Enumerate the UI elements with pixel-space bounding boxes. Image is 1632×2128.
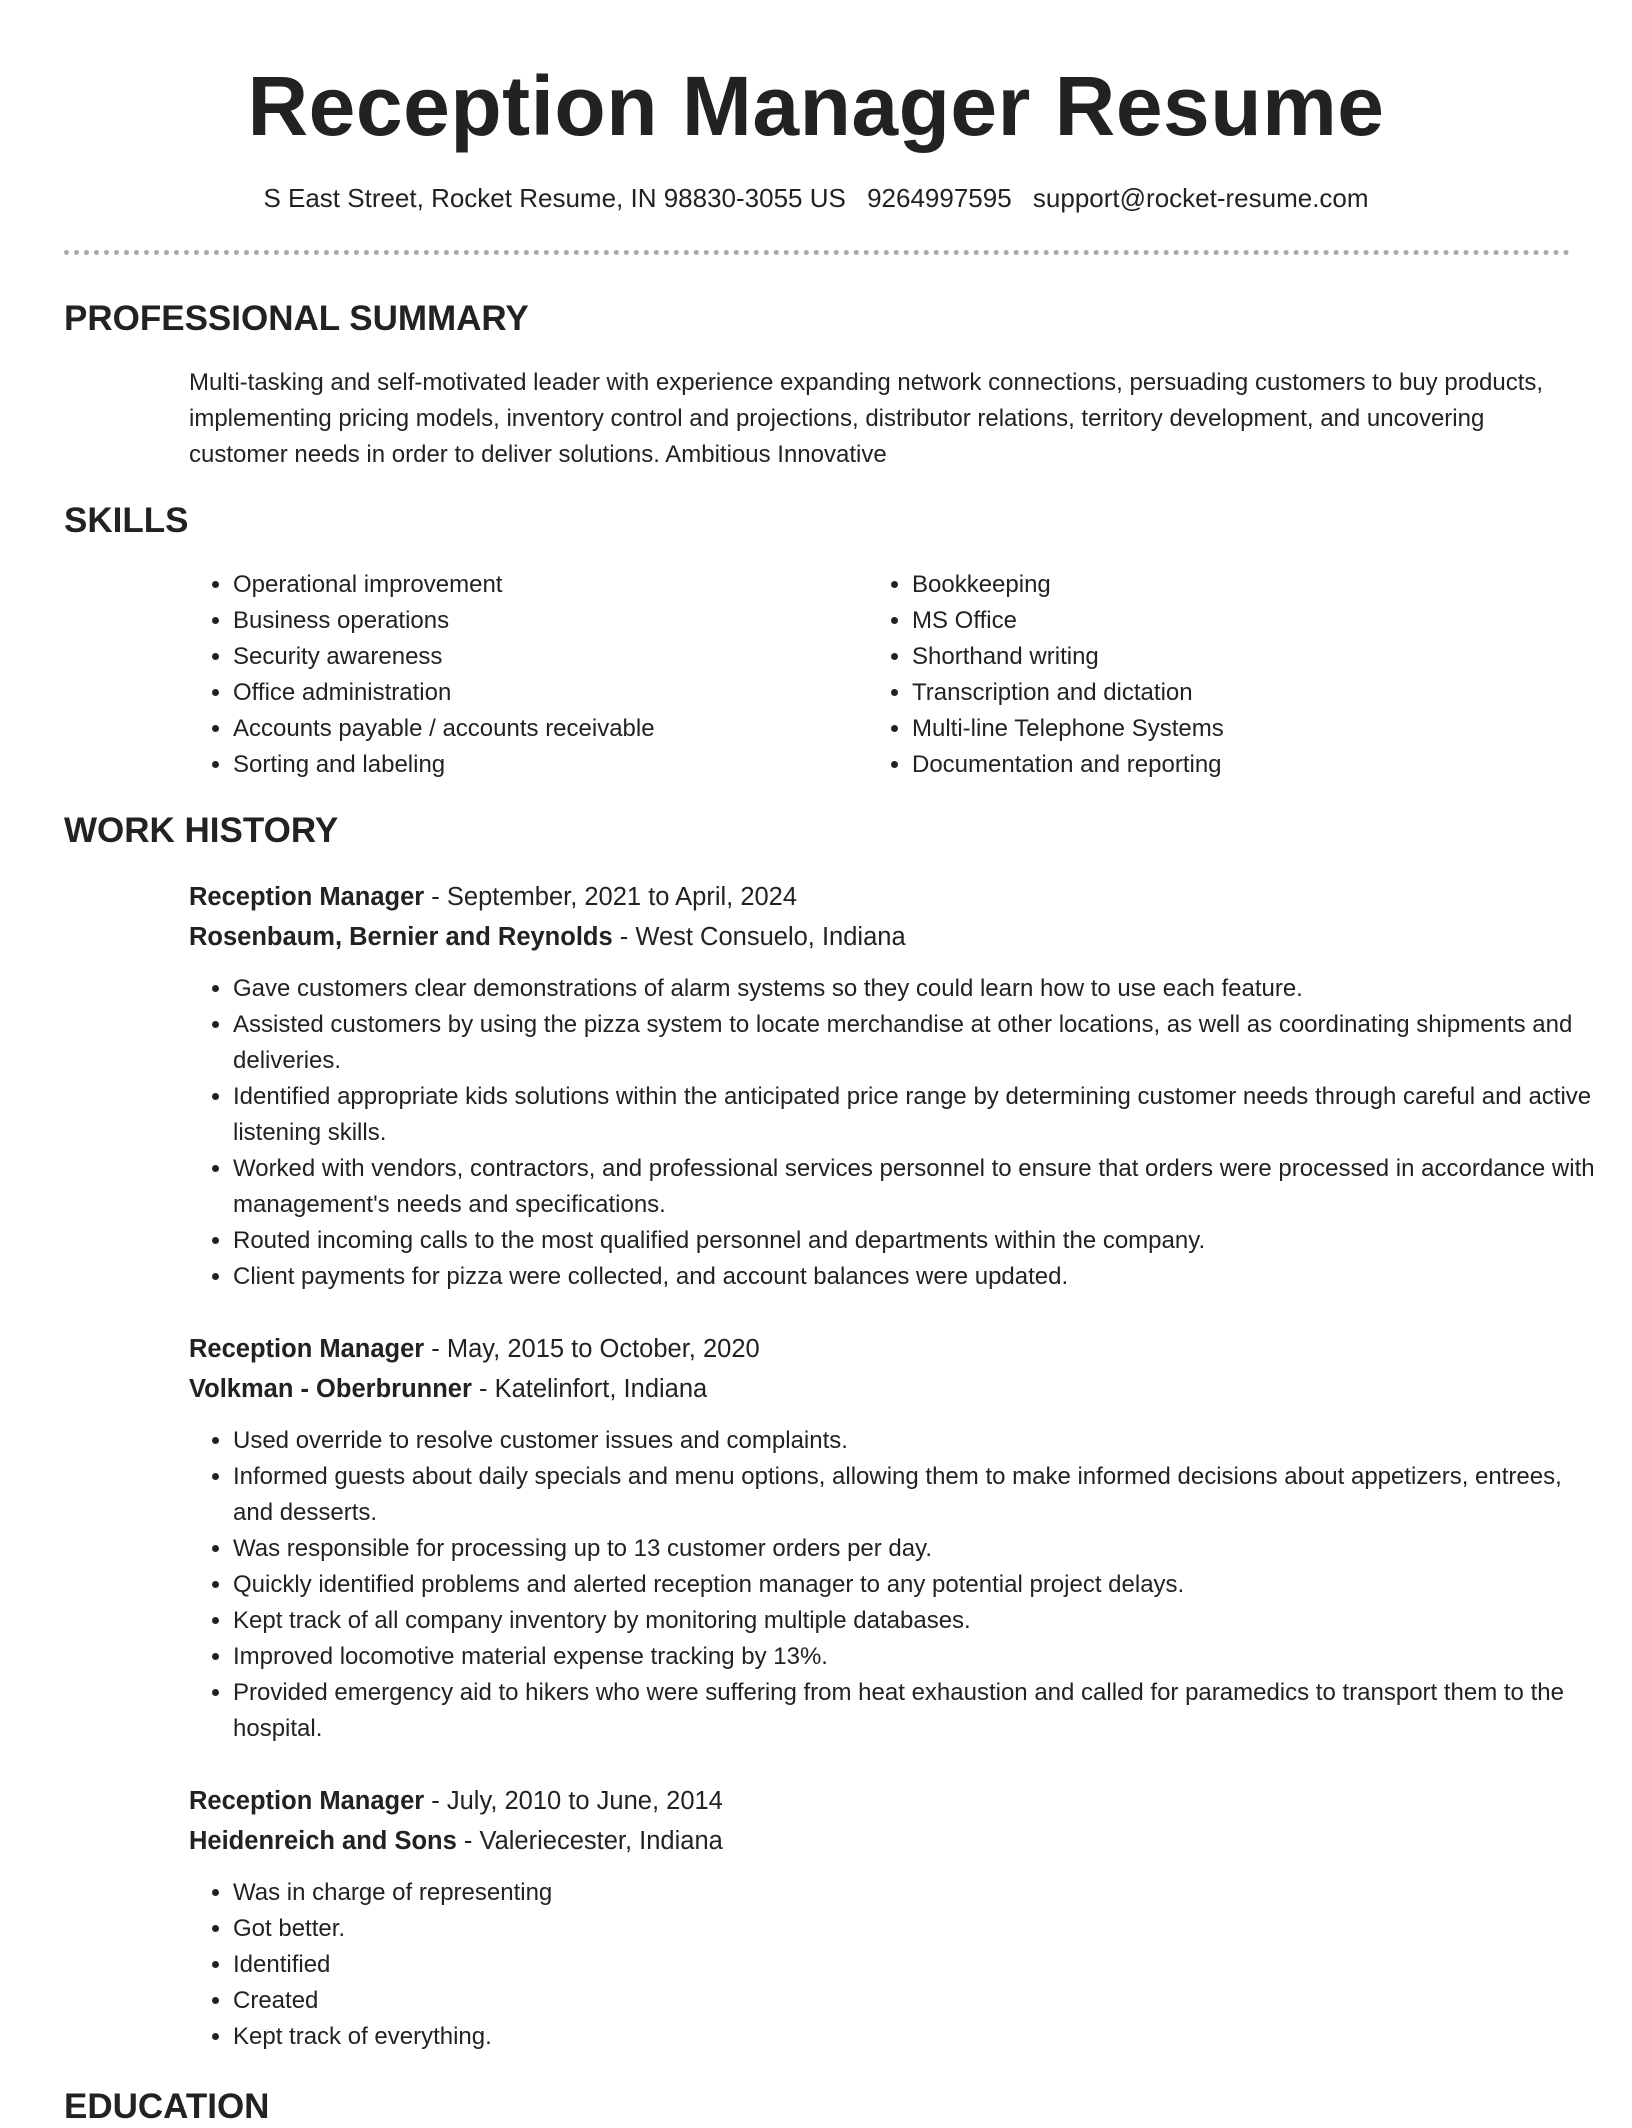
job-company: Heidenreich and Sons xyxy=(189,1827,457,1855)
skill-item: • Office administration xyxy=(233,675,853,711)
job-company: Volkman - Oberbrunner xyxy=(189,1375,472,1403)
job-bullet: • Quickly identified problems and alerted reception manager to any potential project delays. xyxy=(233,1567,1603,1603)
skill-item: • Documentation and reporting xyxy=(912,747,1532,783)
job-bullet: • Routed incoming calls to the most qualified personnel and departments within the company. xyxy=(233,1223,1603,1259)
job-bullet: • Identified appropriate kids solutions within the anticipated price range by determining customer needs through careful and active listening skills. xyxy=(233,1079,1603,1151)
job-bullet: • Used override to resolve customer issues and complaints. xyxy=(233,1423,1603,1459)
job-company-line xyxy=(189,1371,707,1407)
skill-item: • Multi-line Telephone Systems xyxy=(912,711,1532,747)
resume-title: Reception Manager Resume xyxy=(247,59,1385,153)
skill-item: • Business operations xyxy=(233,603,853,639)
job-company-line xyxy=(189,919,906,955)
skill-item: • Operational improvement xyxy=(233,567,853,603)
job-title: Reception Manager xyxy=(189,1335,425,1363)
job-bullet: • Informed guests about daily specials and menu options, allowing them to make informed decisions about appetizers, entrees, and desserts. xyxy=(233,1459,1603,1531)
job-title-line xyxy=(189,1331,760,1367)
skill-item: • Accounts payable / accounts receivable xyxy=(233,711,853,747)
job-location: - Katelinfort, Indiana xyxy=(471,1375,708,1403)
skill-item: • Security awareness xyxy=(233,639,853,675)
skill-item: • MS Office xyxy=(912,603,1532,639)
job-dates: - July, 2010 to June, 2014 xyxy=(424,1787,723,1815)
contact-address: S East Street, Rocket Resume, IN 98830-3055 US xyxy=(263,183,846,213)
job-bullet: • Identified xyxy=(233,1947,1603,1983)
job-bullets xyxy=(190,971,1603,1295)
contact-line xyxy=(0,180,1632,216)
job-bullet: • Provided emergency aid to hikers who were suffering from heat exhaustion and called for paramedics to transport them to the hospital. xyxy=(233,1675,1603,1747)
job-bullet: • Gave customers clear demonstrations of alarm systems so they could learn how to use each feature. xyxy=(233,971,1603,1007)
job-bullet: • Was in charge of representing xyxy=(233,1875,1603,1911)
job-dates: - September, 2021 to April, 2024 xyxy=(424,883,798,911)
job-dates: - May, 2015 to October, 2020 xyxy=(424,1335,760,1363)
job-bullet: • Created xyxy=(233,1983,1603,2019)
job-title: Reception Manager xyxy=(189,1787,425,1815)
skills-heading: SKILLS xyxy=(64,501,189,540)
job-location: - Valeriecester, Indiana xyxy=(456,1827,723,1855)
job-company: Rosenbaum, Bernier and Reynolds xyxy=(189,923,613,951)
skill-item: • Shorthand writing xyxy=(912,639,1532,675)
job-bullet: • Got better. xyxy=(233,1911,1603,1947)
work-heading: WORK HISTORY xyxy=(64,811,339,850)
education-heading: EDUCATION xyxy=(64,2087,270,2126)
job-bullet: • Kept track of all company inventory by monitoring multiple databases. xyxy=(233,1603,1603,1639)
job-bullet: • Assisted customers by using the pizza system to locate merchandise at other locations, as well as coordinating shipments and deliveries. xyxy=(233,1007,1603,1079)
job-bullet: • Improved locomotive material expense tracking by 13%. xyxy=(233,1639,1603,1675)
skills-list-left xyxy=(190,567,853,783)
job-title-line xyxy=(189,1783,723,1819)
job-bullets xyxy=(190,1875,1603,2055)
job-title: Reception Manager xyxy=(189,883,425,911)
job-location: - West Consuelo, Indiana xyxy=(612,923,906,951)
job-bullet: • Was responsible for processing up to 13 customer orders per day. xyxy=(233,1531,1603,1567)
skills-list-right xyxy=(869,567,1532,783)
job-title-line xyxy=(189,879,797,915)
summary-text: Multi-tasking and self-motivated leader with experience expanding network connections, persuading customers to buy products, implementing pricing models, inventory control and projections, distributor relations, territory development, and uncovering customer needs in order to deliver solutions. Ambitious Innovative xyxy=(189,369,1544,468)
skill-item: • Sorting and labeling xyxy=(233,747,853,783)
summary-heading: PROFESSIONAL SUMMARY xyxy=(64,299,529,338)
header-divider xyxy=(64,250,1570,255)
job-bullet: • Client payments for pizza were collected, and account balances were updated. xyxy=(233,1259,1603,1295)
skill-item: • Bookkeeping xyxy=(912,567,1532,603)
job-bullet: • Kept track of everything. xyxy=(233,2019,1603,2055)
job-bullets xyxy=(190,1423,1603,1747)
contact-email: support@rocket-resume.com xyxy=(1032,183,1369,213)
skill-item: • Transcription and dictation xyxy=(912,675,1532,711)
job-company-line xyxy=(189,1823,723,1859)
job-bullet: • Worked with vendors, contractors, and professional services personnel to ensure that orders were processed in accordance with management's needs and specifications. xyxy=(233,1151,1603,1223)
contact-phone: 9264997595 xyxy=(867,183,1012,213)
